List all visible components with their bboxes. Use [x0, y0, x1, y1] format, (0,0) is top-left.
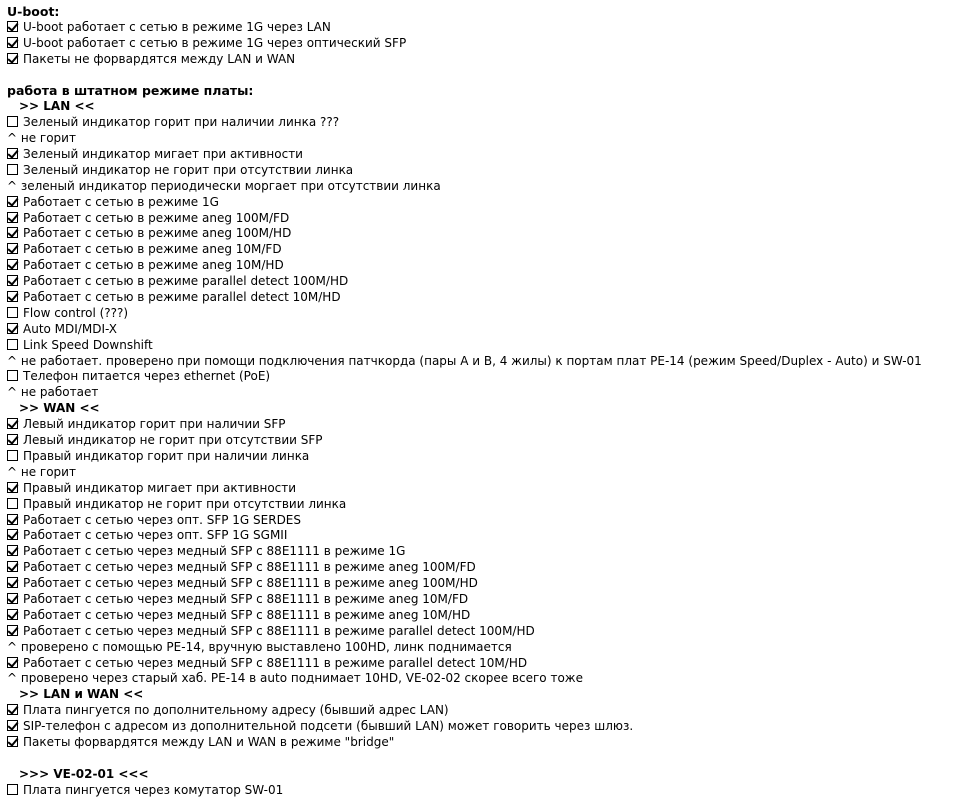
- checkbox-unchecked[interactable]: [7, 784, 18, 795]
- checklist-item: [7, 544, 966, 560]
- checklist-item-label: Зеленый индикатор не горит при отсутствии линка: [23, 162, 354, 177]
- checklist-item: [7, 52, 966, 68]
- checklist-item: [7, 528, 966, 544]
- checklist-item: [7, 115, 966, 131]
- checkbox-checked[interactable]: [7, 657, 18, 668]
- checkbox-checked[interactable]: [7, 291, 18, 302]
- checklist-item-label: Левый индикатор не горит при отсутствии SFP: [23, 433, 323, 448]
- checklist-item: [7, 322, 966, 338]
- note-line: ^ зеленый индикатор периодически моргает при отсутствии линка: [7, 178, 441, 193]
- checklist-item-label: Зеленый индикатор горит при наличии линка ???: [23, 115, 340, 130]
- checkbox-unchecked[interactable]: [7, 370, 18, 381]
- checklist-item: [7, 147, 966, 163]
- checkbox-unchecked[interactable]: [7, 339, 18, 350]
- note-line: ^ проверено с помощью PE-14, вручную выставлено 100HD, линк поднимается: [7, 639, 512, 654]
- checkbox-checked[interactable]: [7, 577, 18, 588]
- checklist-item: [7, 211, 966, 227]
- checkbox-unchecked[interactable]: [7, 498, 18, 509]
- checklist-item: [7, 719, 966, 735]
- blank-line: [7, 751, 966, 767]
- checkbox-checked[interactable]: [7, 625, 18, 636]
- subsection-heading: >> LAN и WAN <<: [19, 687, 144, 702]
- checklist-item-label: Левый индикатор горит при наличии SFP: [23, 417, 286, 432]
- checkbox-checked[interactable]: [7, 529, 18, 540]
- checklist-item-label: Работает с сетью в режиме aneg 100M/FD: [23, 210, 290, 225]
- checklist-item-label: Телефон питается через ethernet (PoE): [23, 369, 271, 384]
- checklist-item-label: Работает с сетью через медный SFP с 88E1111 в режиме aneg 100M/HD: [23, 576, 478, 591]
- checklist-item: [7, 576, 966, 592]
- checkbox-checked[interactable]: [7, 418, 18, 429]
- checkbox-checked[interactable]: [7, 514, 18, 525]
- checklist-item: [7, 274, 966, 290]
- checklist-item-label: Работает с сетью в режиме aneg 10M/HD: [23, 258, 284, 273]
- checkbox-checked[interactable]: [7, 720, 18, 731]
- checklist-item-label: Работает с сетью через опт. SFP 1G SERDES: [23, 512, 302, 527]
- checklist-item-label: Правый индикатор горит при наличии линка: [23, 448, 310, 463]
- checkbox-checked[interactable]: [7, 53, 18, 64]
- subsection-heading: >>> VE-02-01 <<<: [19, 766, 149, 781]
- checklist-item: [7, 656, 966, 672]
- checkbox-checked[interactable]: [7, 227, 18, 238]
- checklist-item-label: Правый индикатор мигает при активности: [23, 480, 297, 495]
- checkbox-checked[interactable]: [7, 275, 18, 286]
- note-line: ^ не горит: [7, 131, 76, 146]
- checklist-item: [7, 560, 966, 576]
- checkbox-checked[interactable]: [7, 561, 18, 572]
- checklist-item-label: Правый индикатор не горит при отсутствии линка: [23, 496, 347, 511]
- checkbox-checked[interactable]: [7, 37, 18, 48]
- checklist-item-label: Работает с сетью в режиме parallel detect 100M/HD: [23, 274, 349, 289]
- section-heading: работа в штатном режиме платы:: [7, 83, 254, 99]
- checkbox-checked[interactable]: [7, 704, 18, 715]
- checklist-item-label: SIP-телефон с адресом из дополнительной подсети (бывший LAN) может говорить через шлюз.: [23, 719, 634, 734]
- checkbox-checked[interactable]: [7, 323, 18, 334]
- checklist-item-label: Auto MDI/MDI-X: [23, 321, 117, 336]
- checkbox-unchecked[interactable]: [7, 307, 18, 318]
- checklist-item: [7, 242, 966, 258]
- checklist-item-label: Работает с сетью через опт. SFP 1G SGMII: [23, 528, 288, 543]
- checkbox-checked[interactable]: [7, 148, 18, 159]
- checkbox-checked[interactable]: [7, 736, 18, 747]
- checkbox-checked[interactable]: [7, 482, 18, 493]
- checklist-item-label: Плата пингуется по дополнительному адресу (бывший адрес LAN): [23, 703, 449, 718]
- checklist-item: [7, 290, 966, 306]
- checklist-item: [7, 36, 966, 52]
- section-heading: U-boot:: [7, 4, 60, 19]
- checkbox-checked[interactable]: [7, 593, 18, 604]
- checklist-item-label: Пакеты не форвардятся между LAN и WAN: [23, 51, 296, 66]
- checkbox-checked[interactable]: [7, 545, 18, 556]
- note-line: ^ не работает: [7, 385, 99, 400]
- checklist-item-label: Пакеты форвардятся между LAN и WAN в режиме "bridge": [23, 734, 395, 749]
- checklist-item-label: Link Speed Downshift: [23, 337, 153, 352]
- checkbox-unchecked[interactable]: [7, 116, 18, 127]
- checkbox-checked[interactable]: [7, 243, 18, 254]
- checklist-item: [7, 306, 966, 322]
- checklist-item: [7, 481, 966, 497]
- checklist-item: [7, 735, 966, 751]
- checkbox-unchecked[interactable]: [7, 164, 18, 175]
- checklist-item: [7, 226, 966, 242]
- checklist-item-label: Работает с сетью через медный SFP с 88E1111 в режиме 1G: [23, 544, 406, 559]
- checklist-item: [7, 369, 966, 385]
- checklist-item: [7, 497, 966, 513]
- checklist-item: [7, 592, 966, 608]
- checkbox-checked[interactable]: [7, 212, 18, 223]
- checkbox-checked[interactable]: [7, 434, 18, 445]
- checkbox-checked[interactable]: [7, 259, 18, 270]
- checklist-item: [7, 433, 966, 449]
- note-line: ^ проверено через старый хаб. PE-14 в auto поднимает 10HD, VE-02-02 скорее всего тоже: [7, 671, 583, 686]
- checklist-item: [7, 417, 966, 433]
- checklist-item-label: Работает с сетью в режиме aneg 10M/FD: [23, 242, 282, 257]
- checklist-item-label: Работает с сетью в режиме parallel detect 10M/HD: [23, 290, 341, 305]
- checklist-item-label: Работает с сетью через медный SFP с 88E1111 в режиме parallel detect 100M/HD: [23, 623, 535, 638]
- checklist-item-label: Плата пингуется через комутатор SW-01: [23, 782, 284, 797]
- checkbox-checked[interactable]: [7, 21, 18, 32]
- checklist-item: [7, 624, 966, 640]
- checklist-item-label: U-boot работает с сетью в режиме 1G через оптический SFP: [23, 35, 407, 50]
- checklist-item: [7, 449, 966, 465]
- checkbox-unchecked[interactable]: [7, 450, 18, 461]
- checklist-item-label: Зеленый индикатор мигает при активности: [23, 147, 303, 162]
- subsection-heading: >> LAN <<: [19, 99, 95, 114]
- checklist-item: [7, 608, 966, 624]
- blank-line: [7, 68, 966, 84]
- checklist-item: [7, 258, 966, 274]
- checklist-item: [7, 783, 966, 799]
- checklist-item-label: Flow control (???): [23, 305, 129, 320]
- checklist-item: [7, 195, 966, 211]
- checklist-item-label: Работает с сетью через медный SFP с 88E1111 в режиме parallel detect 10M/HD: [23, 655, 528, 670]
- note-line: ^ не горит: [7, 464, 76, 479]
- checklist-item-label: U-boot работает с сетью в режиме 1G через LAN: [23, 19, 331, 34]
- checklist-item-label: Работает с сетью через медный SFP с 88E1111 в режиме aneg 10M/FD: [23, 591, 469, 606]
- checkbox-checked[interactable]: [7, 609, 18, 620]
- subsection-heading: >> WAN <<: [19, 401, 100, 416]
- note-line: ^ не работает. проверено при помощи подключения патчкорда (пары A и B, 4 жилы) к портам плат PE-14 (режим Speed/Duplex - Auto) и SW-01: [7, 353, 922, 368]
- checklist-item: [7, 513, 966, 529]
- checklist-item-label: Работает с сетью через медный SFP с 88E1111 в режиме aneg 100M/FD: [23, 560, 476, 575]
- checklist-item-label: Работает с сетью через медный SFP с 88E1111 в режиме aneg 10M/HD: [23, 607, 471, 622]
- checklist-item-label: Работает с сетью в режиме 1G: [23, 194, 219, 209]
- checklist-item-label: Работает с сетью в режиме aneg 100M/HD: [23, 226, 292, 241]
- checklist-item: [7, 163, 966, 179]
- checkbox-checked[interactable]: [7, 196, 18, 207]
- checklist-item: [7, 703, 966, 719]
- checklist-item: [7, 338, 966, 354]
- checklist-item: [7, 20, 966, 36]
